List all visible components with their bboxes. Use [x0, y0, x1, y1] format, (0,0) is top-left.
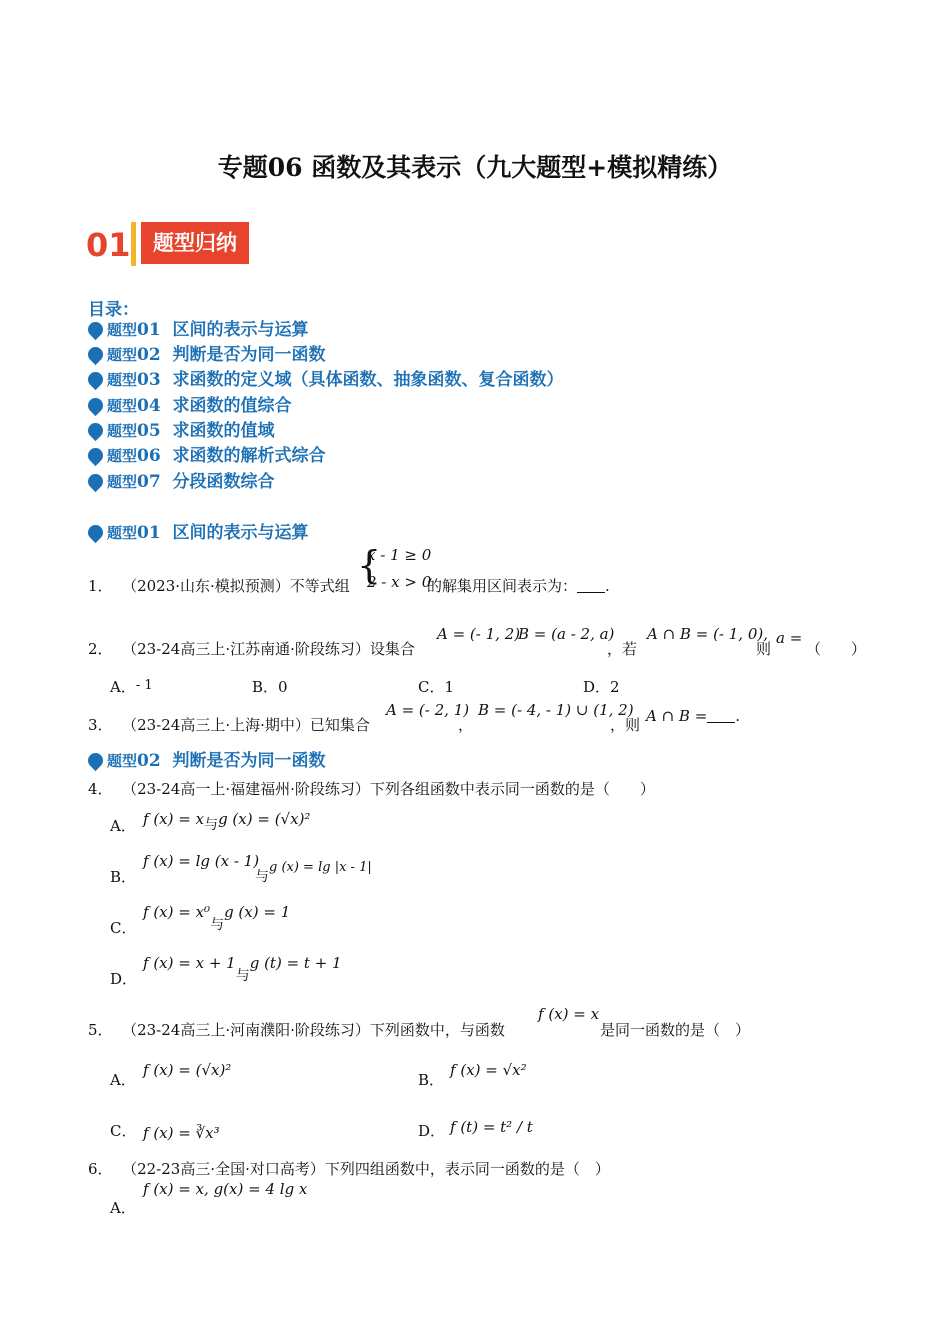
then-label: ，则	[610, 716, 641, 734]
set-b: B = (a - 2, a)	[518, 625, 615, 643]
option-b-g: 与g (x) = lg |x - 1|	[255, 860, 372, 885]
page-title: 专题06 函数及其表示（九大题型+模拟精练）	[217, 153, 733, 182]
set-a: A = (- 2, 1)	[386, 701, 470, 719]
option-a[interactable]: A．- 1	[110, 678, 153, 696]
option-c-expr: f (x) = ∛x³	[143, 1124, 220, 1142]
question-5: 5． （23-24高三上·河南濮阳·阶段练习）下列函数中，与函数	[88, 1021, 505, 1039]
map-pin-icon	[85, 369, 106, 390]
comma: ，	[458, 716, 474, 734]
section-divider	[131, 222, 136, 266]
answer-paren: （ ）	[806, 640, 867, 658]
map-pin-icon	[85, 319, 106, 340]
toc-item[interactable]: 题型06 求函数的解析式综合	[86, 444, 326, 468]
answer-blank[interactable]	[577, 578, 605, 593]
option-b-expr: f (x) = √x²	[450, 1061, 527, 1079]
section-heading-01: 题型01 区间的表示与运算	[86, 521, 309, 545]
answer-blank[interactable]	[707, 708, 735, 723]
inequality-1: x - 1 ≥ 0	[367, 546, 432, 564]
set-a: A = (- 1, 2)	[437, 625, 521, 643]
intersection: A ∩ B = (- 1, 0),	[647, 625, 768, 643]
option-d-expr: f (t) = t² / t	[450, 1118, 533, 1136]
toc-heading: 目录：	[88, 300, 139, 320]
section-heading-02: 题型02 判断是否为同一函数	[86, 749, 326, 773]
function-fx: f (x) = x	[538, 1005, 600, 1023]
map-pin-icon	[85, 750, 106, 771]
option-c[interactable]: C．	[110, 1122, 137, 1140]
toc-item[interactable]: 题型03 求函数的定义域（具体函数、抽象函数、复合函数）	[86, 368, 564, 392]
option-a[interactable]: A．	[110, 1071, 136, 1089]
option-c-f: f (x) = x⁰与g (x) = 1	[143, 903, 291, 933]
option-c[interactable]: C．1	[418, 678, 455, 696]
option-a-expr: f (x) = x, g(x) = 4 lg x	[143, 1180, 308, 1198]
map-pin-icon	[85, 395, 106, 416]
question-1-tail: 的解集用区间表示为： .	[427, 577, 610, 595]
option-b[interactable]: B．	[110, 868, 137, 886]
inequality-2: 2 - x > 0	[367, 573, 432, 591]
option-a[interactable]: A．	[110, 1199, 136, 1217]
option-d[interactable]: D．2	[583, 678, 620, 696]
then-label: 则	[756, 640, 772, 658]
map-pin-icon	[85, 420, 106, 441]
set-b: B = (- 4, - 1) ∪ (1, 2)	[478, 701, 634, 719]
question-1: 1． （2023·山东·模拟预测）不等式组	[88, 577, 350, 595]
var-a: a =	[776, 629, 803, 647]
if-label: ，若	[607, 640, 638, 658]
toc-item[interactable]: 题型04 求函数的值综合	[86, 394, 292, 418]
option-b[interactable]: B．0	[252, 678, 288, 696]
option-a[interactable]: A．	[110, 817, 136, 835]
map-pin-icon	[85, 522, 106, 543]
question-3: 3． （23-24高三上·上海·期中）已知集合	[88, 716, 370, 734]
toc-item[interactable]: 题型02 判断是否为同一函数	[86, 343, 326, 367]
inequality-brace: {	[357, 543, 382, 587]
question-4: 4． （23-24高一上·福建福州·阶段练习）下列各组函数中表示同一函数的是（ ）	[88, 780, 655, 798]
option-c[interactable]: C．	[110, 919, 137, 937]
question-2: 2． （23-24高三上·江苏南通·阶段练习）设集合	[88, 640, 415, 658]
option-b-f: f (x) = lg (x - 1)	[143, 852, 260, 870]
option-d[interactable]: D．	[418, 1122, 446, 1140]
toc-item[interactable]: 题型01 区间的表示与运算	[86, 318, 309, 342]
option-a-f: f (x) = x与g (x) = (√x)²	[143, 810, 311, 833]
map-pin-icon	[85, 344, 106, 365]
question-6: 6． （22-23高三·全国·对口高考）下列四组函数中，表示同一函数的是（ ）	[88, 1160, 610, 1178]
map-pin-icon	[85, 471, 106, 492]
question-5-tail: 是同一函数的是（ ）	[600, 1021, 751, 1039]
option-a-expr: f (x) = (√x)²	[143, 1061, 232, 1079]
toc-item[interactable]: 题型07 分段函数综合	[86, 470, 275, 494]
section-label: 题型归纳	[141, 222, 249, 264]
option-b[interactable]: B．	[418, 1071, 445, 1089]
toc-item[interactable]: 题型05 求函数的值域	[86, 419, 275, 443]
intersection: A ∩ B = .	[646, 707, 741, 725]
option-d[interactable]: D．	[110, 970, 138, 988]
section-number: 01	[86, 226, 131, 264]
map-pin-icon	[85, 445, 106, 466]
option-d-f: f (x) = x + 1与g (t) = t + 1	[143, 954, 342, 984]
